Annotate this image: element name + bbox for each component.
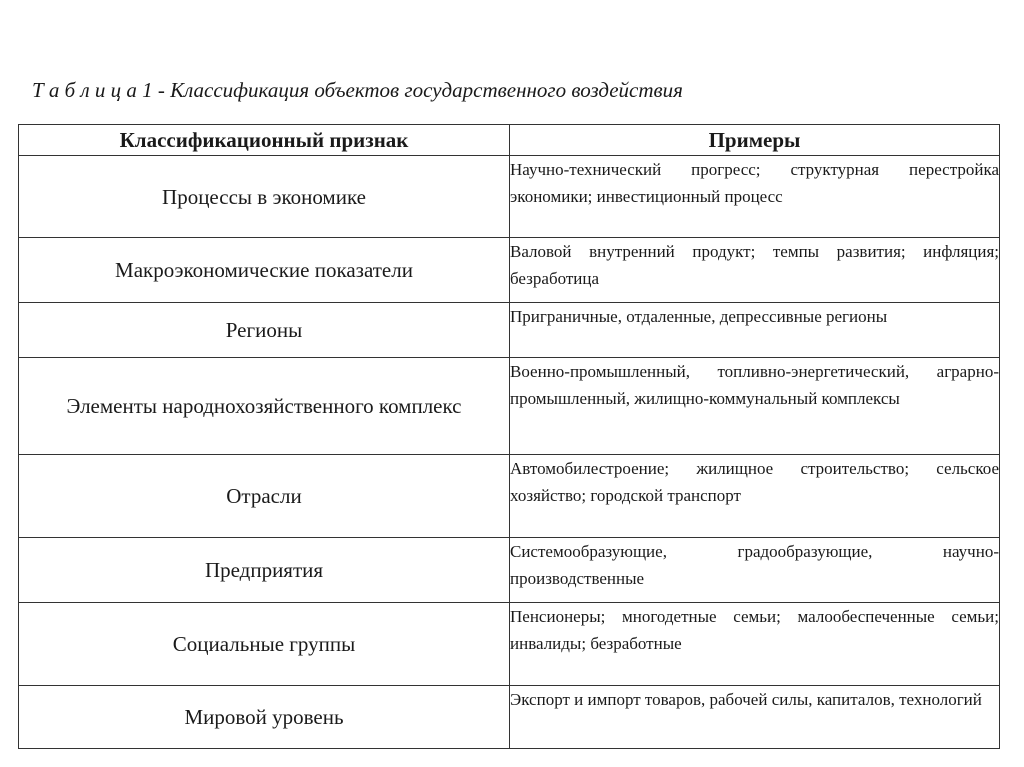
header-examples: Примеры [510, 125, 1000, 156]
table-row [19, 303, 1000, 358]
row-examples: Научно-технический прогресс; структурная перестройка экономики; инвестиционный процесс [510, 156, 1000, 238]
row-examples: Пенсионеры; многодетные семьи; малообеспеченные семьи; инвалиды; безработные [510, 603, 1000, 686]
row-examples: Военно-промышленный, топливно-энергетический, аграрно-промышленный, жилищно-коммунальный комплексы [510, 358, 1000, 455]
table-row [19, 538, 1000, 603]
row-examples: Системообразующие, градообразующие, научно-производственные [510, 538, 1000, 603]
table-row [19, 603, 1000, 686]
table-header-row [19, 125, 1000, 156]
table-row [19, 238, 1000, 303]
table-row [19, 455, 1000, 538]
row-sign: Социальные группы [19, 603, 510, 686]
table-caption: Т а б л и ц а 1 - Классификация объектов государственного воздействия [32, 78, 683, 102]
row-sign: Процессы в экономике [19, 156, 510, 238]
row-examples: Валовой внутренний продукт; темпы развития; инфляция; безработица [510, 238, 1000, 303]
row-sign: Элементы народнохозяйственного комплекс [19, 358, 510, 455]
row-examples: Автомобилестроение; жилищное строительство; сельское хозяйство; городской транспорт [510, 455, 1000, 538]
table-row [19, 358, 1000, 455]
row-sign: Мировой уровень [19, 686, 510, 749]
row-sign: Регионы [19, 303, 510, 358]
header-classification-sign: Классификационный признак [19, 125, 510, 156]
row-sign: Макроэкономические показатели [19, 238, 510, 303]
row-sign: Отрасли [19, 455, 510, 538]
table-row [19, 156, 1000, 238]
row-examples: Приграничные, отдаленные, депрессивные регионы [510, 303, 1000, 358]
row-sign: Предприятия [19, 538, 510, 603]
classification-table [18, 124, 1000, 749]
table-row [19, 686, 1000, 749]
row-examples: Экспорт и импорт товаров, рабочей силы, капиталов, технологий [510, 686, 1000, 749]
